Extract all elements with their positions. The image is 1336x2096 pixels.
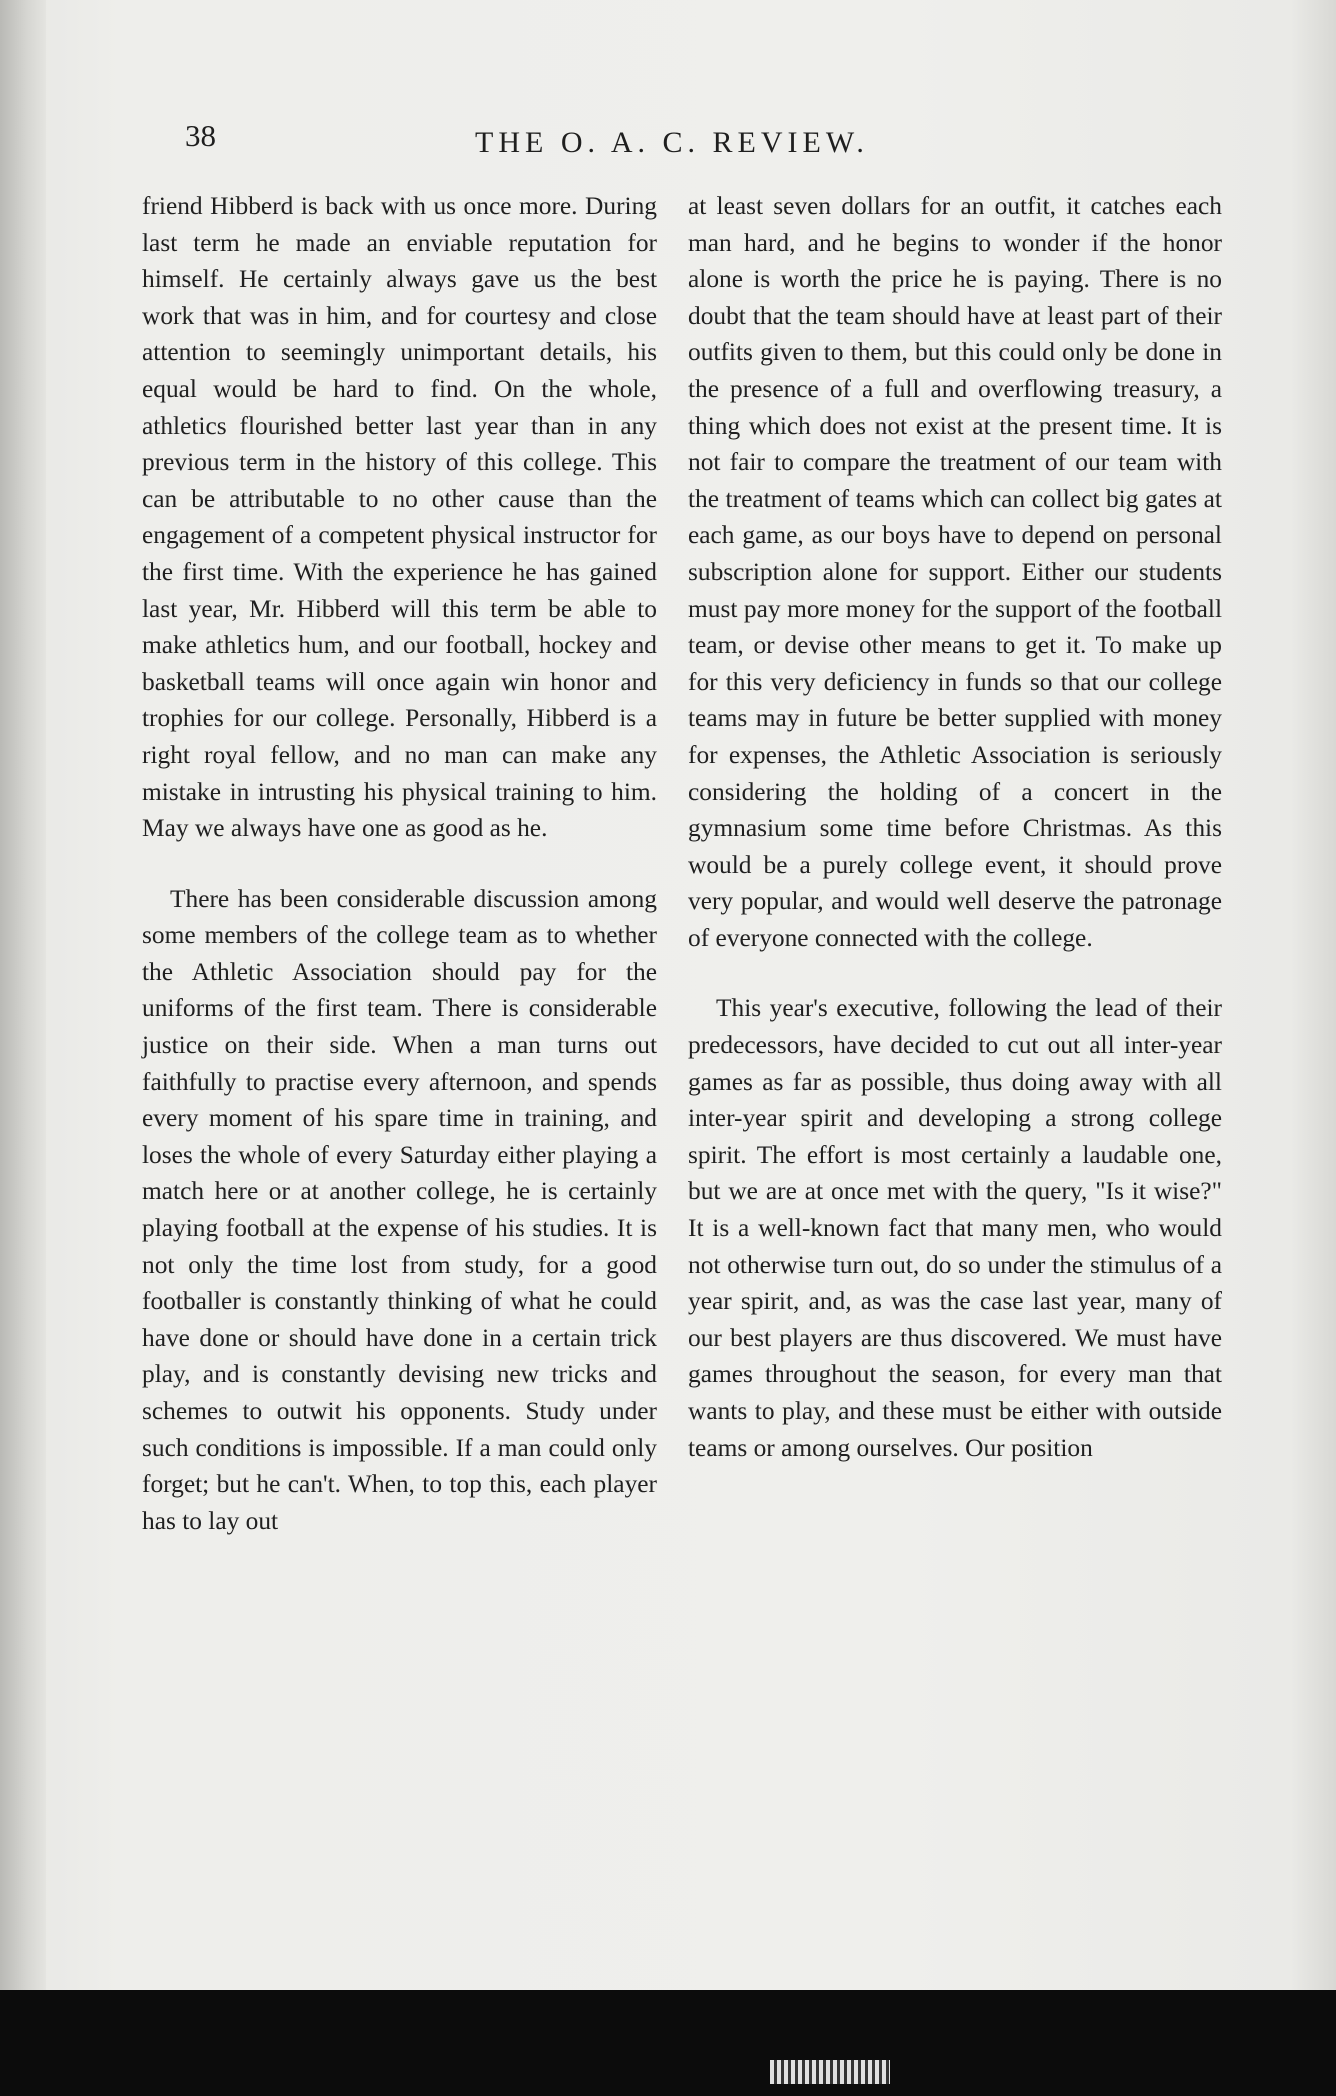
paragraph-outfit-cost: at least seven dollars for an outfit, it catches each man hard, and he begins to wonder if the honor alone is worth the price he is paying. There is no doubt that the team should have at least part of their outfits given to them, but this could only be done in the presence of a full and overflowing treasury, a thing which does not exist at the present time. It is not fair to compare the treatment of our team with the treatment of teams which can collect big gates at each game, as our boys have to depend on personal subscription alone for support. Either our students must pay more money for the support of the football team, or devise other means to get it. To make up for this very deficiency in funds so that our college teams may in future be better supplied with money for expenses, the Athletic Association is seriously considering the holding of a concert in the gymnasium some time before Christmas. As this would be a purely college event, it should prove very popular, and would well deserve the patronage of everyone connected with the college. [688,192,1222,952]
book-binding-edge [0,0,46,2000]
running-title: THE O. A. C. REVIEW. [475,126,869,159]
left-column [142,188,657,1539]
paragraph-inter-year-games: This year's executive, following the lead of their predecessors, have decided to cut out all inter-year games as far as possible, thus doing away with all inter-year spirit and developing a strong college spirit. The effort is most certainly a laudable one, but we are at once met with the query, "Is it wise?" It is a well-known fact that many men, who would not otherwise turn out, do so under the stimulus of a year spirit, and, as was the case last year, many of our best players are thus discovered. We must have games throughout the season, for every man that wants to play, and these must be either with outside teams or among ourselves. Our position [688,994,1222,1462]
page-number: 38 [185,118,216,153]
scan-ruler-mark [770,2060,890,2084]
scan-bottom-border [0,1990,1336,2096]
right-column [688,188,1222,1466]
paragraph-hibberd: friend Hibberd is back with us once more. During last term he made an enviable reputation for himself. He certainly always gave us the best work that was in him, and for courtesy and close attention to seemingly unimportant details, his equal would be hard to find. On the whole, athletics flourished better last year than in any previous term in the history of this college. This can be attributable to no other cause than the engagement of a competent physical instructor for the first time. With the experience he has gained last year, Mr. Hibberd will this term be able to make athletics hum, and our football, hockey and basketball teams will once again win honor and trophies for our college. Personally, Hibberd is a right royal fellow, and no man can make any mistake in intrusting his physical training to him. May we always have one as good as he. [142,192,657,843]
paragraph-uniforms-discussion: There has been considerable discussion among some members of the college team as to whether the Athletic Association should pay for the uniforms of the first team. There is considerable justice on their side. When a man turns out faithfully to practise every afternoon, and spends every moment of his spare time in training, and loses the whole of every Saturday either playing a match here or at another college, he is certainly playing football at the expense of his studies. It is not only the time lost from study, for a good footballer is constantly thinking of what he could have done or should have done in a certain trick play, and is constantly devising new tricks and schemes to outwit his opponents. Study under such conditions is impossible. If a man could only forget; but he can't. When, to top this, each player has to lay out [142,884,657,1535]
page-header [185,118,1285,178]
